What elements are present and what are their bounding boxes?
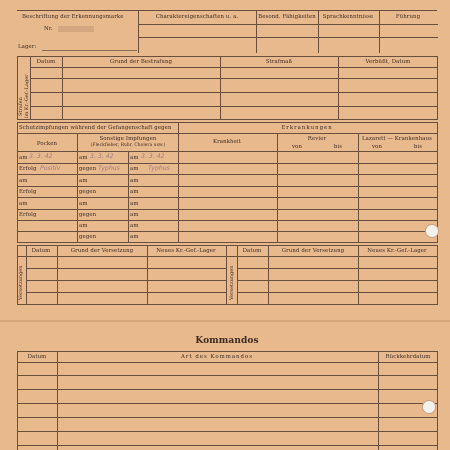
rule xyxy=(237,245,238,305)
rule xyxy=(17,375,437,376)
pox-row-label: Erfolg xyxy=(19,189,37,195)
rule xyxy=(128,151,129,243)
handwritten-other-against: Typhus xyxy=(98,165,120,172)
skills-label: Besond. Fähigkeiten xyxy=(258,14,316,20)
rule xyxy=(17,10,437,11)
rule xyxy=(17,119,437,120)
rule xyxy=(358,133,359,243)
rule xyxy=(17,362,437,363)
punish-served-header: Verbüßt, Datum xyxy=(365,59,411,65)
punch-hole xyxy=(422,400,436,414)
handwritten-other-date: 3. 3. 42 xyxy=(90,153,114,160)
rule xyxy=(338,56,339,120)
handwritten-other-date: 3. 3. 42 xyxy=(141,153,165,160)
transfer-reason-header: Grund der Versetzung xyxy=(281,248,345,254)
rule xyxy=(237,268,437,269)
kommando-date-header: Datum xyxy=(27,354,47,360)
rule xyxy=(26,280,226,281)
pox-row-label: Erfolg xyxy=(19,212,37,218)
rule xyxy=(178,231,438,232)
other-am-label: am xyxy=(130,155,139,161)
rule xyxy=(17,220,178,221)
rule xyxy=(17,56,437,57)
pox-header: Pocken xyxy=(36,141,58,147)
transfer-date-header: Datum xyxy=(31,248,51,254)
conduct-label: Führung xyxy=(395,14,421,20)
rule xyxy=(17,133,437,134)
rule xyxy=(437,56,438,120)
rule xyxy=(57,245,58,305)
transfer-camp-header: Neues Kr.-Gef.-Lager xyxy=(367,248,427,254)
rule xyxy=(17,445,437,446)
other-row-label: gegen xyxy=(79,189,97,195)
ward-to: bis xyxy=(333,144,343,150)
hospital-to: bis xyxy=(413,144,423,150)
rule xyxy=(17,245,437,246)
vacc-header: Schutzimpfungen während der Gefangenschaft gegen xyxy=(19,125,172,131)
rule xyxy=(178,220,438,221)
ward-header: Revier xyxy=(307,136,327,142)
punch-hole xyxy=(425,224,439,238)
rule xyxy=(57,351,58,450)
other-row-label: am xyxy=(79,178,88,184)
rule xyxy=(17,417,437,418)
pox-row-label: am xyxy=(19,201,28,207)
rule xyxy=(30,56,31,120)
punishments-side-label-1: Strafen xyxy=(18,97,24,116)
rule xyxy=(437,122,438,243)
rule xyxy=(17,304,437,305)
rule xyxy=(17,256,437,257)
rule xyxy=(178,122,179,243)
handwritten-other-against: Typhus xyxy=(148,165,170,172)
nr-field xyxy=(58,26,94,32)
rule xyxy=(318,10,319,53)
other-am-label: am xyxy=(130,234,139,240)
other-am-label: am xyxy=(130,178,139,184)
pox-row-label: am xyxy=(19,178,28,184)
punish-date-header: Datum xyxy=(36,59,56,65)
rule xyxy=(138,10,139,53)
punish-reason-header: Grund der Bestrafung xyxy=(109,59,173,65)
rule xyxy=(17,186,178,187)
rule xyxy=(17,209,178,210)
rule xyxy=(17,351,437,352)
rule xyxy=(17,122,437,123)
rule xyxy=(138,24,438,25)
rule xyxy=(17,242,437,243)
transfers-side-label: Versetzungen xyxy=(18,265,24,300)
rule xyxy=(17,163,178,164)
rule xyxy=(437,351,438,450)
transfer-date-header: Datum xyxy=(242,248,262,254)
rule xyxy=(237,280,437,281)
other-am-label: am xyxy=(130,223,139,229)
other-am-label: am xyxy=(130,212,139,218)
hospital-from: von xyxy=(371,144,383,150)
camp-label: Lager: xyxy=(18,44,37,50)
pox-row-label: Erfolg xyxy=(19,166,37,172)
rule xyxy=(138,37,438,38)
other-row-label: am xyxy=(79,201,88,207)
transfers-side-label: Versetzungen xyxy=(229,265,235,300)
rule xyxy=(30,92,438,93)
rule xyxy=(30,106,438,107)
rule xyxy=(17,389,437,390)
hospital-header: Lazarett — Krankenhaus xyxy=(361,136,433,142)
rule xyxy=(178,197,438,198)
rule xyxy=(178,186,438,187)
transfer-camp-header: Neues Kr.-Gef.-Lager xyxy=(156,248,216,254)
punishments-side-label-2: im Kr.-Gef.-Lager xyxy=(24,74,30,118)
rule xyxy=(437,245,438,305)
char-label: Charaktereigenschaften u. a. xyxy=(155,14,239,20)
nr-label: Nr. xyxy=(44,26,53,32)
rule xyxy=(226,245,227,305)
rule xyxy=(17,174,178,175)
transfer-reason-header: Grund der Versetzung xyxy=(70,248,134,254)
rule xyxy=(178,209,438,210)
handwritten-pox-result: Positiv xyxy=(40,165,61,172)
rule xyxy=(378,351,379,450)
camp-line xyxy=(42,50,137,51)
rule xyxy=(17,231,178,232)
handwritten-pox-date: 3. 3. 42 xyxy=(29,153,53,160)
pox-row-label: am xyxy=(19,155,28,161)
rule xyxy=(17,403,437,404)
other-am-label: am xyxy=(130,201,139,207)
lang-label: Sprachkenntnisse xyxy=(322,14,374,20)
illness-col-header: Krankheit xyxy=(212,139,242,145)
other-row-label: gegen xyxy=(79,234,97,240)
other-am-label: am xyxy=(130,189,139,195)
other-vacc-header: Sonstige Impfungen xyxy=(99,136,157,142)
illness-header: Erkrankungen xyxy=(281,125,333,131)
punish-measure-header: Strafmaß xyxy=(265,59,293,65)
fold-crease xyxy=(0,320,450,322)
other-row-label: am xyxy=(79,155,88,161)
rule xyxy=(268,245,269,305)
rule xyxy=(26,245,27,305)
rule xyxy=(277,133,278,243)
rule xyxy=(358,245,359,305)
other-row-label: gegen xyxy=(79,212,97,218)
rule xyxy=(17,351,18,450)
kommando-return-header: Rückkehrdatum xyxy=(385,354,431,360)
kommandos-title: Kommandos xyxy=(195,336,259,346)
other-row-label: am xyxy=(79,223,88,229)
rule xyxy=(30,67,438,68)
rule xyxy=(178,174,438,175)
rule xyxy=(62,56,63,120)
rule xyxy=(178,163,438,164)
kommando-type-header: Art des Kommandos xyxy=(181,354,253,360)
rule xyxy=(30,78,438,79)
rule xyxy=(17,431,437,432)
rule xyxy=(147,245,148,305)
ward-from: von xyxy=(291,144,303,150)
other-vacc-sub: (Fleckfieber, Ruhr, Cholera usw.) xyxy=(90,143,166,148)
rule xyxy=(17,122,18,243)
rule xyxy=(17,151,437,152)
rule xyxy=(26,268,226,269)
rule xyxy=(77,133,78,243)
rule xyxy=(379,10,380,53)
rule xyxy=(220,56,221,120)
rule xyxy=(256,10,257,53)
rule xyxy=(26,292,226,293)
other-am-label: am xyxy=(130,166,139,172)
rule xyxy=(237,292,437,293)
rule xyxy=(17,197,178,198)
other-row-label: gegen xyxy=(79,166,97,172)
tag-label: Beschriftung der Erkennungsmarke xyxy=(22,14,124,20)
